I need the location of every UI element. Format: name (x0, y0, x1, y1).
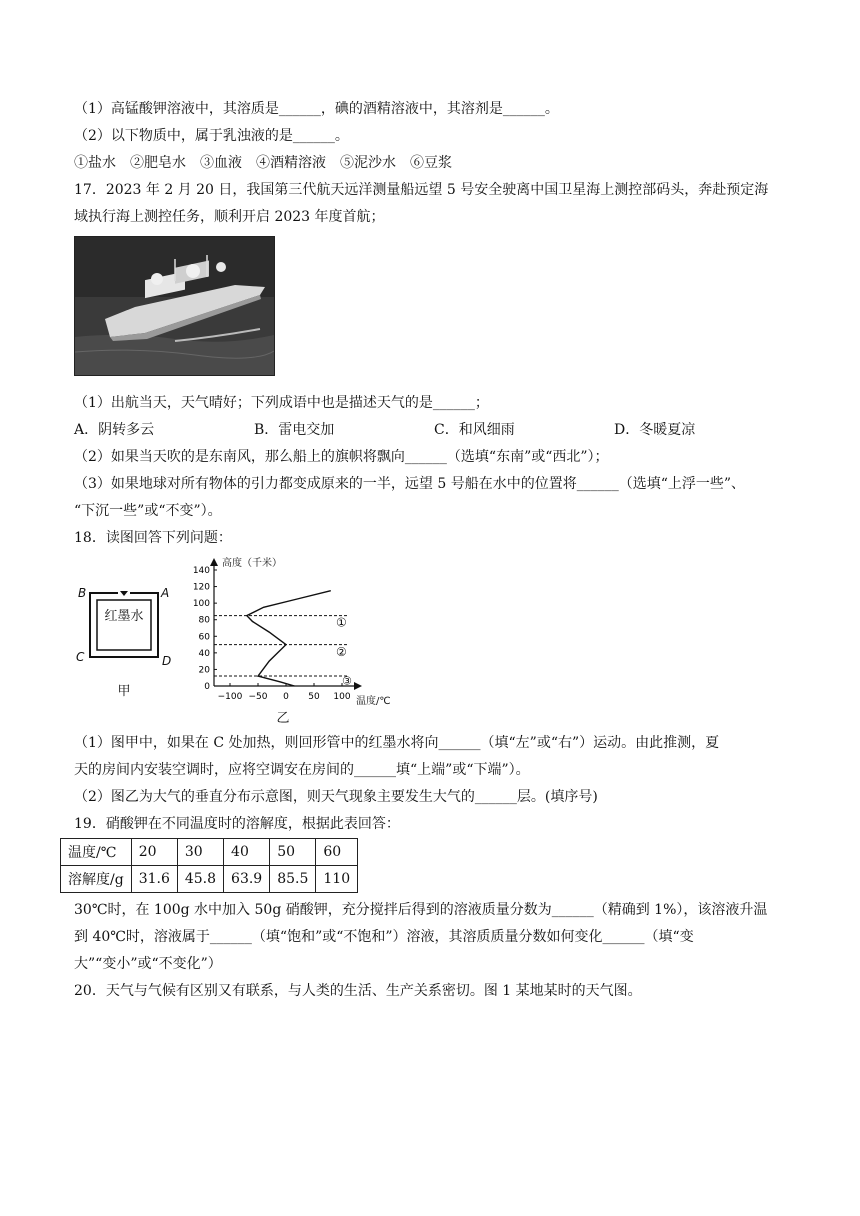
figure-yi (188, 552, 428, 727)
y-tick-label: 100 (192, 599, 210, 610)
figure-yi-caption: 乙 (276, 711, 290, 726)
q19-text-line3: 大”“变小”或“不变化”） (74, 956, 222, 972)
table-cell: 20 (131, 839, 177, 866)
q17-choice-b: B．雷电交加 (254, 422, 335, 438)
q17-part3-line2: “下沉一些”或“不变”）。 (74, 503, 222, 519)
solubility-table (60, 838, 358, 893)
y-tick-label: 140 (192, 566, 210, 576)
q19-text-line1: 30℃时，在 100g 水中加入 50g 硝酸钾，充分搅拌后得到的溶液质量分数为______（精确到 1%），该溶液升温 (74, 902, 768, 918)
x-tick-label: 100 (333, 692, 351, 702)
layer-1-label: ① (336, 615, 347, 630)
table-cell: 85.5 (270, 866, 316, 893)
q16-part2: （2）以下物质中，属于乳浊液的是______。 (74, 128, 349, 144)
q18-intro: 18．读图回答下列问题： (74, 530, 232, 546)
q17-intro-line2: 域执行海上测控任务，顺利开启 2023 年度首航； (74, 209, 385, 225)
x-tick-label: −100 (217, 692, 243, 702)
y-tick-label: 80 (198, 615, 210, 626)
corner-b-label: B (78, 586, 87, 600)
q19-intro: 19．硝酸钾在不同温度时的溶解度，根据此表回答： (74, 816, 400, 832)
table-row (61, 839, 358, 866)
y-tick-label: 60 (198, 632, 210, 643)
q17-part3-line1: （3）如果地球对所有物体的引力都变成原来的一半，远望 5 号船在水中的位置将______（选填“上浮一些”、 (74, 476, 746, 492)
red-ink-label: 红墨水 (104, 609, 144, 624)
y-axis-arrow (210, 558, 218, 566)
table-cell: 110 (316, 866, 358, 893)
q17-part2: （2）如果当天吹的是东南风，那么船上的旗帜将飘向______（选填“东南”或“西北”）； (74, 449, 609, 465)
y-axis-label: 高度（千米） (222, 558, 282, 569)
q20-intro: 20．天气与气候有区别又有联系，与人类的生活、生产关系密切。图 1 某地某时的天气图。 (74, 983, 642, 999)
q16-part1: （1）高锰酸钾溶液中，其溶质是______，碘的酒精溶液中，其溶剂是______。 (74, 101, 559, 117)
q18-part1-line1: （1）图甲中，如果在 C 处加热，则回形管中的红墨水将向______（填“左”或“右”）运动。由此推测，夏 (74, 735, 720, 751)
table-cell: 50 (270, 839, 316, 866)
x-tick-label: −50 (248, 692, 268, 702)
figure-jia-caption: 甲 (117, 684, 131, 699)
table-cell: 60 (316, 839, 358, 866)
x-tick-label: 50 (308, 692, 320, 702)
ship-photo (74, 236, 275, 376)
y-tick-label: 120 (192, 582, 210, 593)
q17-choice-d: D．冬暖夏凉 (614, 422, 696, 438)
q16-options: ①盐水 ②肥皂水 ③血液 ④酒精溶液 ⑤泥沙水 ⑥豆浆 (74, 155, 452, 171)
q18-part2: （2）图乙为大气的垂直分布示意图，则天气现象主要发生大气的______层。(填序号) (74, 789, 598, 805)
q17-intro-line1: 17．2023 年 2 月 20 日，我国第三代航天远洋测量船远望 5 号安全驶离中国卫星海上测控部码头，奔赴预定海 (74, 182, 769, 198)
layer-3-label: ③ (342, 674, 352, 688)
x-axis-label: 温度/℃ (356, 696, 391, 707)
figure-jia (74, 578, 174, 703)
layer-2-label: ② (336, 645, 347, 660)
x-tick-label: 0 (283, 692, 289, 702)
temperature-curve (247, 591, 331, 686)
corner-c-label: C (76, 650, 85, 664)
corner-a-label: A (161, 586, 170, 600)
table-cell: 40 (224, 839, 270, 866)
x-axis-arrow (354, 682, 362, 690)
table-header-temp: 温度/℃ (61, 839, 132, 866)
ship-image (75, 237, 274, 375)
y-tick-label: 40 (198, 648, 210, 659)
y-tick-label: 20 (198, 665, 210, 676)
table-cell: 31.6 (131, 866, 177, 893)
q17-part1: （1）出航当天，天气晴好；下列成语中也是描述天气的是______； (74, 395, 489, 411)
table-cell: 45.8 (177, 866, 223, 893)
table-cell: 63.9 (224, 866, 270, 893)
q17-choice-a: A．阴转多云 (74, 422, 155, 438)
corner-d-label: D (162, 654, 172, 668)
q17-choice-c: C．和风细雨 (434, 422, 515, 438)
table-row (61, 866, 358, 893)
q18-part1-line2: 天的房间内安装空调时，应将空调安在房间的______填“上端”或“下端”）。 (74, 762, 530, 778)
q19-text-line2: 到 40℃时，溶液属于______（填“饱和”或“不饱和”）溶液，其溶质质量分数如何变化______（填“变 (74, 929, 694, 945)
table-header-solubility: 溶解度/g (61, 866, 132, 893)
y-tick-label: 0 (204, 682, 210, 692)
table-cell: 30 (177, 839, 223, 866)
